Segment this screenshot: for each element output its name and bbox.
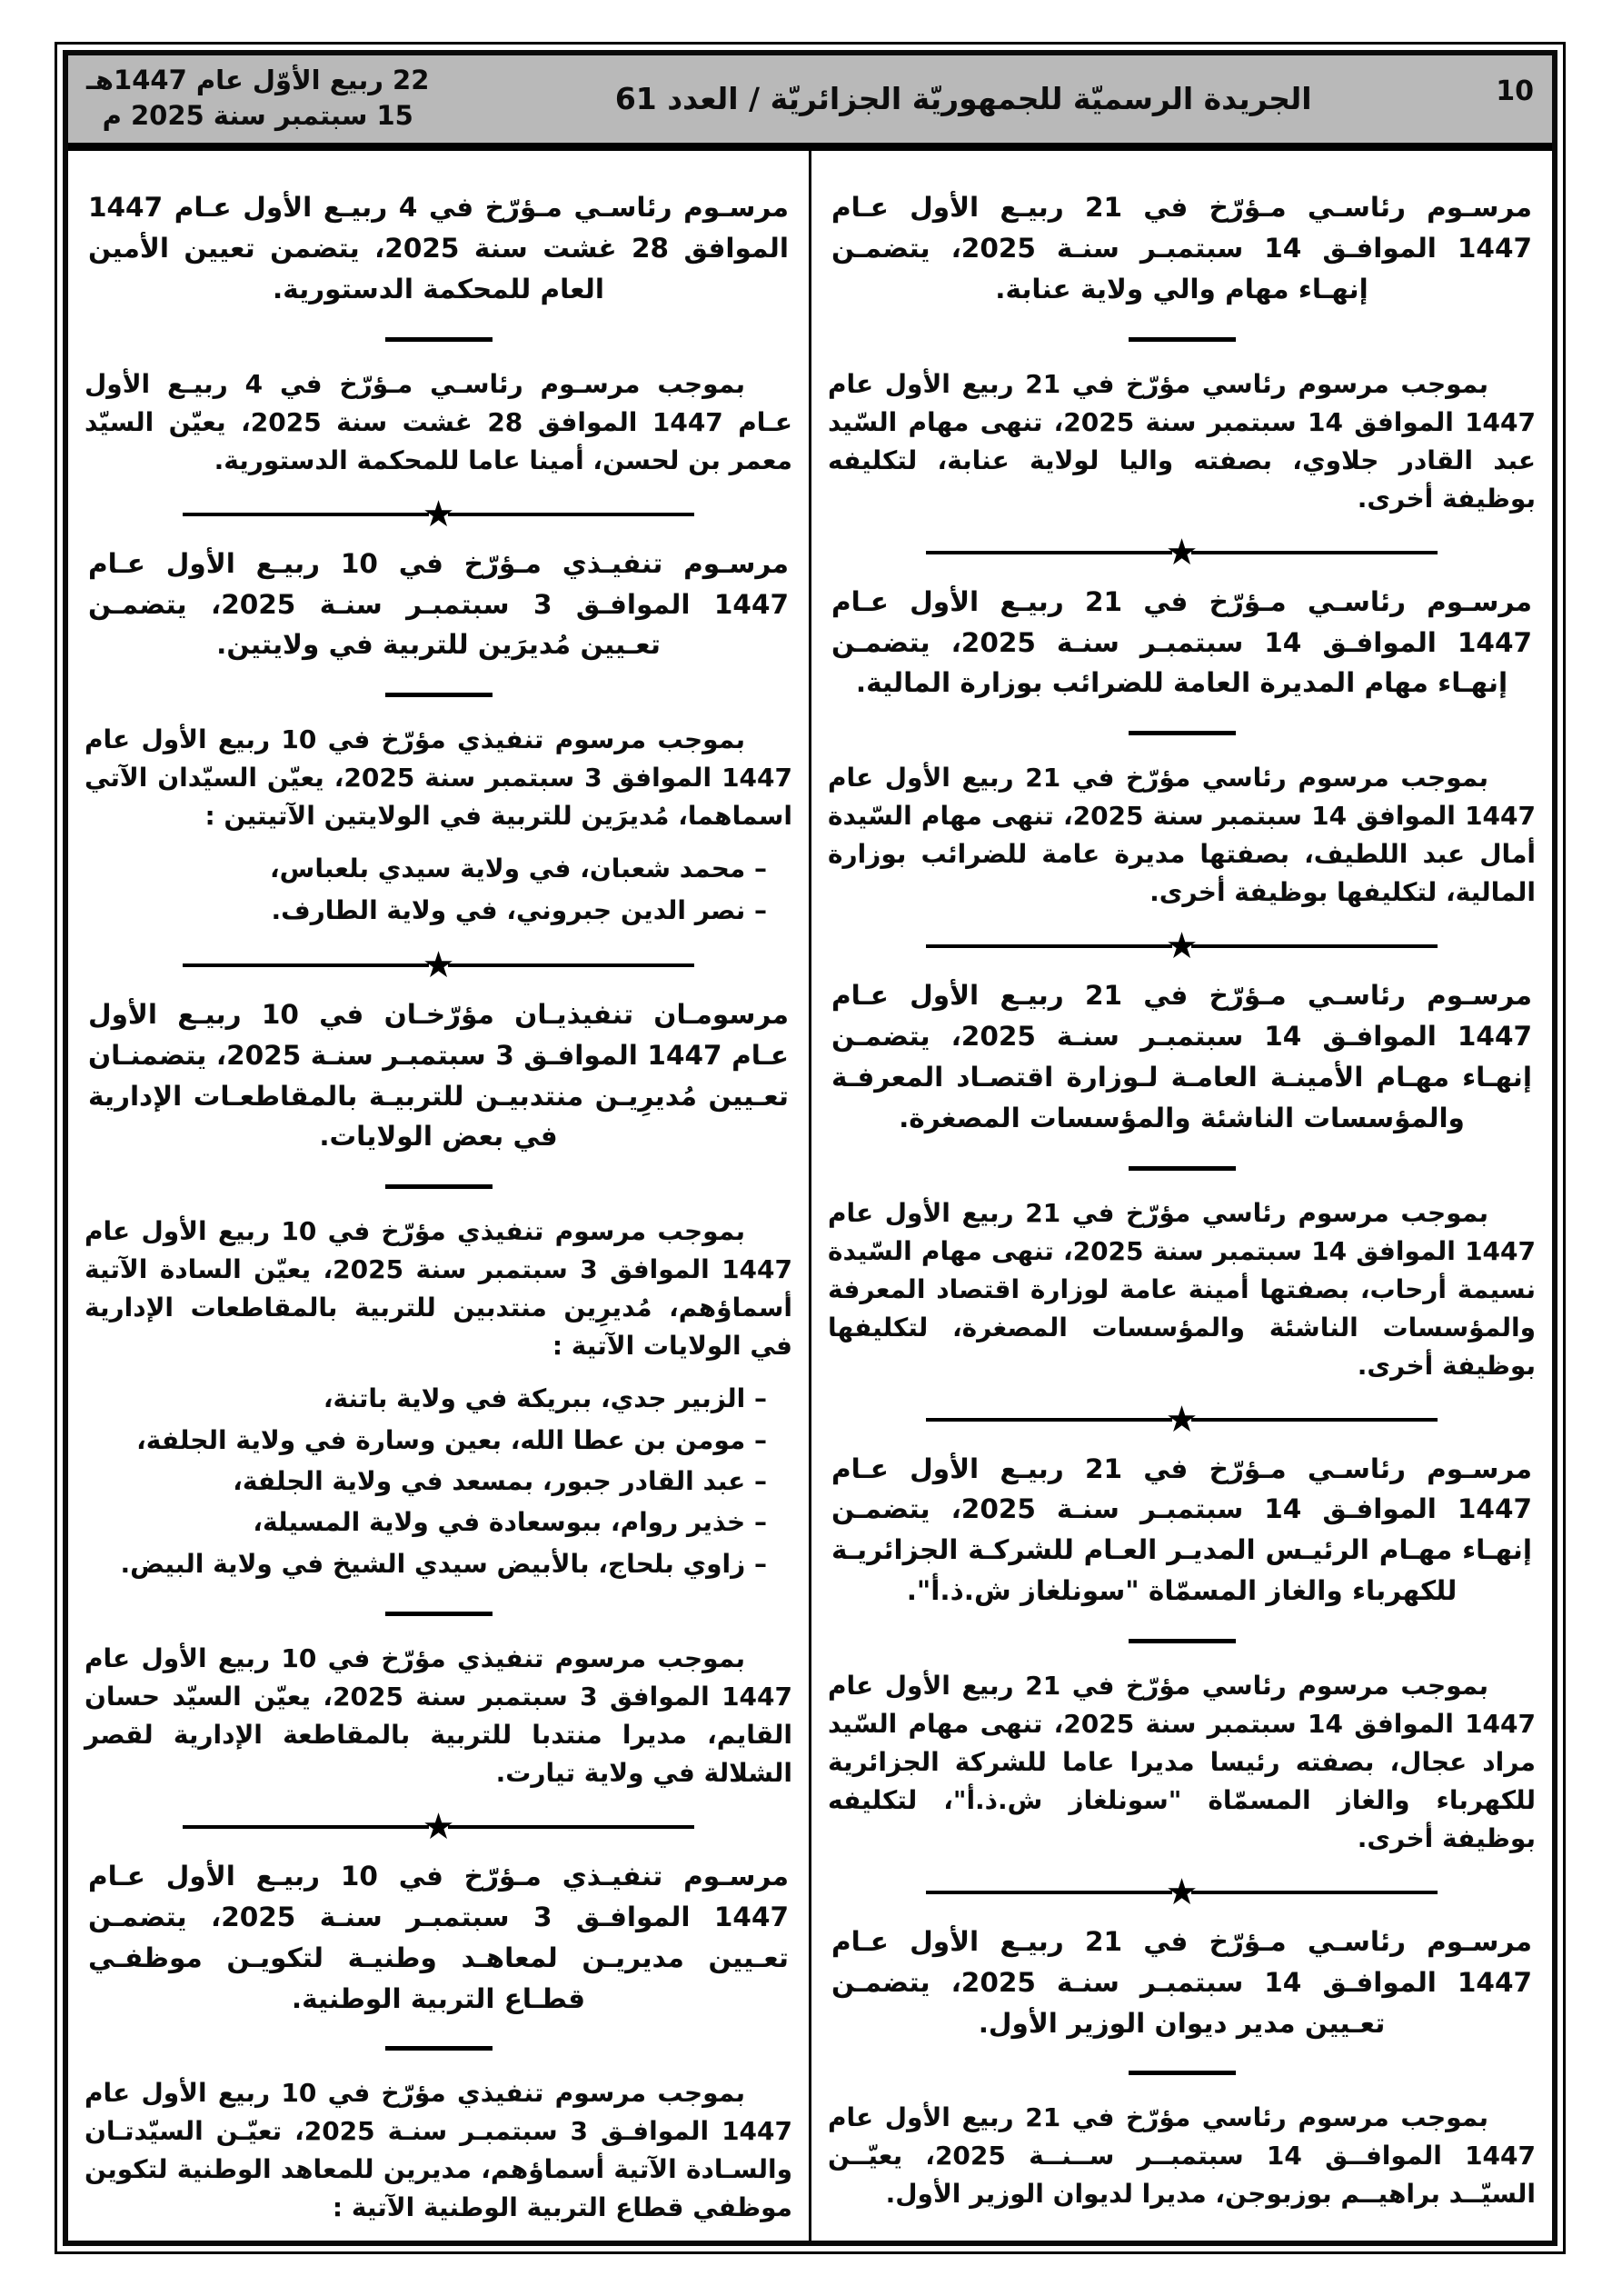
- decree-title: مرسـوم رئاسـي مـؤرّخ في 21 ربيـع الأول عـام 1447 الموافـق 14 سبتمبـر سنـة 2025، يتضمـن إنهـاء مهـام الرئيـس المديـر العـام للشركـة الجزائريـة للكهرباء والغاز المسمّاة "سونلغاز ش.ذ.أ".: [831, 1452, 1533, 1607]
- list-item: – الزبير جدي، ببريكة في ولاية باتنة،: [323, 1383, 767, 1414]
- decree-title: مرسـوم رئاسـي مـؤرّخ في 4 ربيـع الأول عـام 1447 الموافق 28 غشت سنة 2025، يتضمن تعيين الأمين العام للمحكمة الدستورية.: [88, 192, 789, 304]
- title-rule: [385, 337, 493, 342]
- list-item: – مومن بن عطا الله، بعين وسارة في ولاية الجلفة،: [136, 1424, 767, 1455]
- title-rule: [1129, 731, 1236, 735]
- separator-line: [1191, 1418, 1438, 1422]
- star-icon: ★: [422, 493, 455, 535]
- separator-line: [183, 513, 429, 516]
- appointee-list: [83, 1378, 767, 1584]
- page-frame: [55, 42, 1566, 2254]
- decree-title: مرسـوم رئاسـي مـؤرّخ في 21 ربيـع الأول عـام 1447 الموافـق 14 سبتمبـر سنـة 2025، يتضمـن تعـيين مدير ديوان الوزير الأول.: [831, 1925, 1533, 2039]
- list-item: – خذير روام، ببوسعادة في ولاية المسيلة،: [253, 1507, 767, 1538]
- appointee-list: [83, 848, 767, 931]
- separator-line: [1191, 551, 1438, 554]
- star-separator: [926, 1871, 1438, 1913]
- separator-line: [926, 944, 1172, 948]
- star-icon: ★: [1165, 1871, 1199, 1913]
- list-item: – زاوي بلحاج، بالأبيض سيدي الشيخ في ولاية البيض.: [120, 1548, 767, 1579]
- list-item: – محمد شعبان، في ولاية سيدي بلعباس،: [270, 854, 767, 884]
- decree-title: مرسـوم رئاسـي مـؤرّخ في 21 ربيـع الأول عـام 1447 الموافـق 14 سبتمبـر سنـة 2025، يتضمـن إنهـاء مهام المديرة العامة للضرائب بوزارة المالية.: [831, 585, 1533, 699]
- decree-paragraph: بموجب مرسوم رئاسي مؤرّخ في 21 ربيع الأول عام 1447 الموافق 14 سبتمبر سنة 2025، تنهى مهام السّيدة أمال عبد اللطيف، بصفتها مديرة عامة للضرائب بوزارة المالية، لتكليفها بوظيفة أخرى.: [828, 763, 1537, 908]
- column-right: [809, 151, 1552, 2241]
- content-columns: [68, 151, 1552, 2241]
- title-rule: [1129, 2071, 1236, 2075]
- star-icon: ★: [422, 1806, 455, 1849]
- separator-line: [926, 551, 1172, 554]
- star-icon: ★: [1165, 1398, 1199, 1441]
- gregorian-date: 15 سبتمبر سنة 2025 م: [102, 100, 413, 132]
- separator-line: [1191, 944, 1438, 948]
- star-icon: ★: [422, 943, 455, 986]
- star-separator: [926, 925, 1438, 968]
- decree-title: مرسـوم تنفيـذي مـؤرّخ في 10 ربيـع الأول عـام 1447 الموافـق 3 سبتمبـر سنـة 2025، يتضمـن تعـيين مديريـن لمعاهـد وطنيـة لتكويـن موظفـي قطـاع التربية الوطنية.: [88, 1861, 789, 2014]
- page-frame-inner: [63, 50, 1557, 2246]
- title-rule: [1129, 1166, 1236, 1171]
- separator-line: [448, 1825, 694, 1829]
- decree-paragraph: بموجب مرسوم تنفيذي مؤرّخ في 10 ربيع الأول عام 1447 الموافق 3 سبتمبر سنة 2025، يعيّن السيّدان الآتي اسماهما، مُديرَين للتربية في الولايتين الآتيتين :: [85, 724, 792, 832]
- star-separator: [926, 1398, 1438, 1441]
- decree-paragraph: بموجب مرسوم تنفيذي مؤرّخ في 10 ربيع الأول عام 1447 الموافق 3 سبتمبر سنة 2025، يعيّن السادة الآتية أسماؤهم، مُديرِين منتدبين للتربية بالمقاطعات الإدارية في الولايات الآتية :: [85, 1216, 793, 1362]
- decree-paragraph: بموجب مرسوم رئاسي مؤرّخ في 21 ربيع الأول عام 1447 الموافق 14 سبتمبر سنة 2025، تنهى مهام السّيد عبد القادر جلاوي، بصفته واليا لولاية عنابة، لتكليفه بوظيفة أخرى.: [828, 368, 1537, 514]
- separator-line: [926, 1418, 1172, 1422]
- decree-title: مرسـوم رئاسـي مـؤرّخ في 21 ربيـع الأول عـام 1447 الموافـق 14 سبتمبـر سنـة 2025، يتضمـن إنهـاء مهـام الأمينـة العامـة لـوزارة اقتصـاد المعرفـة والمؤسسات الناشئة والمؤسسات المصغرة.: [831, 980, 1533, 1133]
- separator-line: [183, 963, 429, 967]
- list-item: – نصر الدين جبروني، في ولاية الطارف.: [271, 894, 767, 925]
- column-left: [68, 151, 809, 2241]
- title-rule: [385, 693, 493, 697]
- decree-paragraph: بموجب مرسوم تنفيذي مؤرّخ في 10 ربيع الأول عام 1447 الموافـق 3 سبتمبـر سنـة 2025، تعيّـن السيّدتـان والسـادة الآتية أسماؤهم، مديرين للمعاهد الوطنية لتكوين موظفي قطاع التربية الوطنية الآتية :: [85, 2078, 792, 2223]
- decree-title: مرسومـان تنفيذيـان مؤرّخـان في 10 ربيـع الأول عـام 1447 الموافـق 3 سبتمبـر سنـة 2025، يتضمنـان تعـيين مُديرِيـن منتدبيـن للتربيـة بالمقاطعـات الإدارية في بعض الولايات.: [88, 998, 790, 1153]
- star-separator: [183, 943, 694, 986]
- star-icon: ★: [1165, 531, 1199, 574]
- separator-line: [926, 1891, 1172, 1894]
- decree-paragraph: بموجب مرسوم رئاسي مؤرّخ في 21 ربيع الأول عام 1447 الموافــق 14 سبتمبــر ســنــة 2025، يعيّــن السيّــد براهيــم بوزبوجن، مديرا لديوان الوزير الأول.: [828, 2102, 1536, 2210]
- title-rule: [385, 1612, 493, 1616]
- star-separator: [926, 531, 1438, 574]
- title-rule: [1129, 337, 1236, 342]
- decree-paragraph: بموجب مرسوم رئاسي مؤرّخ في 21 ربيع الأول عام 1447 الموافق 14 سبتمبر سنة 2025، تنهى مهام السّيدة نسيمة أرحاب، بصفتها أمينة عامة لوزارة اقتصاد المعرفة والمؤسسات الناشئة والمؤسسات المصغرة، لتكليفها بوظيفة أخرى.: [828, 1197, 1537, 1381]
- list-item: – عبد القادر جبور، بمسعد في ولاية الجلفة،: [233, 1466, 767, 1496]
- decree-paragraph: بموجب مرسوم رئاسي مؤرّخ في 21 ربيع الأول عام 1447 الموافق 14 سبتمبر سنة 2025، تنهى مهام السّيد مراد عجال، بصفته رئيسا مديرا عاما للشركة الجزائرية للكهرباء والغاز المسمّاة "سونلغاز ش.ذ.أ"، لتكليفه بوظيفة أخرى.: [828, 1670, 1537, 1853]
- hijri-date: 22 ربيع الأوّل عام 1447هـ: [86, 65, 430, 95]
- separator-line: [183, 1825, 429, 1829]
- separator-line: [1191, 1891, 1438, 1894]
- star-separator: [183, 1806, 694, 1849]
- decree-paragraph: بموجب مرسـوم رئاسـي مـؤرّخ في 4 ربيـع الأول عـام 1447 الموافق 28 غشت سنة 2025، يعيّن السيّد معمر بن لحسن، أمينا عاما للمحكمة الدستورية.: [85, 368, 793, 475]
- star-separator: [183, 493, 694, 535]
- separator-line: [448, 513, 694, 516]
- separator-line: [448, 963, 694, 967]
- title-rule: [1129, 1639, 1236, 1643]
- decree-paragraph: بموجب مرسوم تنفيذي مؤرّخ في 10 ربيع الأول عام 1447 الموافق 3 سبتمبر سنة 2025، يعيّن السيّد حسان القايم، مديرا منتدبا للتربية بالمقاطعة الإدارية لقصر الشلالة في ولاية تيارت.: [85, 1643, 792, 1789]
- journal-title: الجريدة الرسميّة للجمهوريّة الجزائريّة / العدد 61: [614, 80, 1312, 116]
- page-number: 10: [1496, 75, 1534, 107]
- star-icon: ★: [1165, 925, 1199, 968]
- header-band: [68, 55, 1552, 151]
- decree-title: مرسـوم تنفيـذي مـؤرّخ في 10 ربيـع الأول عـام 1447 الموافـق 3 سبتمبـر سنـة 2025، يتضمـن تعـيين مُديرَين للتربية في ولايتين.: [88, 547, 789, 661]
- title-rule: [385, 1184, 493, 1189]
- header-dates: [86, 63, 429, 134]
- decree-title: مرسـوم رئاسـي مـؤرّخ في 21 ربيـع الأول عـام 1447 الموافـق 14 سبتمبـر سنـة 2025، يتضمـن إنهـاء مهام والي ولاية عنابة.: [831, 192, 1533, 304]
- title-rule: [385, 2046, 493, 2051]
